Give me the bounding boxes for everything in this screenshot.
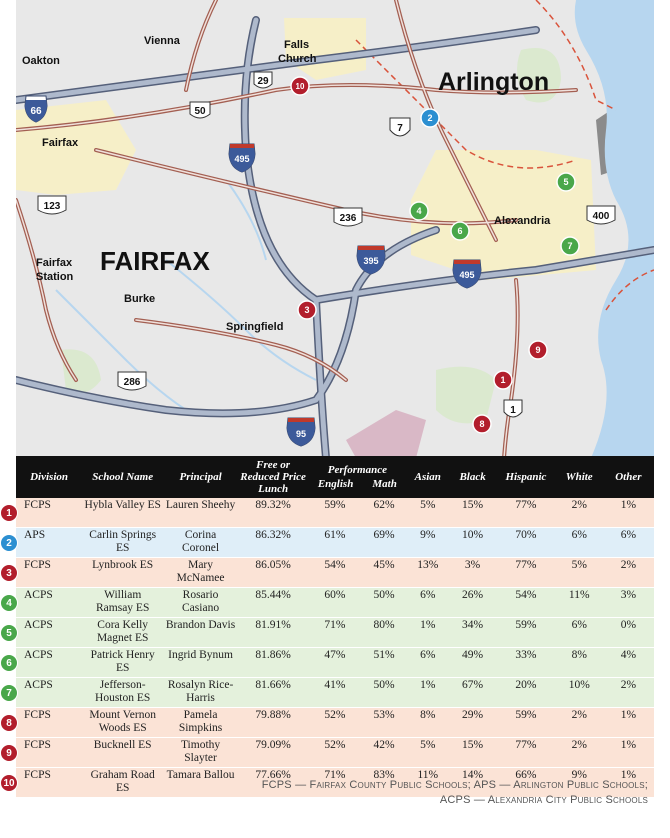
cell-principal: Timothy Slayter — [163, 738, 238, 768]
row-number-badge: 5 — [0, 624, 18, 642]
cell-black: 14% — [449, 768, 496, 798]
school-marker-6[interactable] — [451, 222, 469, 240]
cell-math: 42% — [362, 738, 407, 768]
route-1-label: 1 — [510, 405, 516, 416]
cell-english: 60% — [308, 588, 361, 618]
cell-asian: 1% — [406, 678, 449, 708]
cell-english: 61% — [308, 528, 361, 558]
cell-school: William Ramsay ES — [82, 588, 163, 618]
svg-text:1: 1 — [500, 375, 506, 385]
cell-black: 15% — [449, 738, 496, 768]
route-495-south-label: 495 — [459, 270, 475, 280]
cell-white: 5% — [556, 558, 603, 588]
cell-math: 45% — [362, 558, 407, 588]
table-row — [16, 528, 654, 558]
header-other: Other — [603, 456, 654, 498]
route-7-shield — [390, 118, 410, 136]
route-495-north-label: 495 — [234, 154, 250, 164]
route-7-label: 7 — [397, 123, 403, 134]
header-school-name: School Name — [82, 456, 163, 498]
cell-lunch: 86.32% — [238, 528, 308, 558]
header-division: Division — [16, 456, 82, 498]
school-marker-7[interactable] — [561, 237, 579, 255]
cell-principal: Lauren Sheehy — [163, 498, 238, 528]
header-asian: Asian — [406, 456, 449, 498]
header-math: Math — [372, 478, 397, 490]
route-400-shield — [587, 206, 615, 224]
cell-asian: 11% — [406, 768, 449, 798]
cell-black: 26% — [449, 588, 496, 618]
route-236-label: 236 — [339, 213, 357, 224]
place-alexandria: Alexandria — [494, 215, 551, 227]
row-number-badge: 10 — [0, 774, 18, 792]
cell-principal: Brandon Davis — [163, 618, 238, 648]
cell-lunch: 85.44% — [238, 588, 308, 618]
cell-lunch: 81.86% — [238, 648, 308, 678]
cell-principal: Rosario Casiano — [163, 588, 238, 618]
cell-other: 0% — [603, 618, 654, 648]
cell-white: 10% — [556, 678, 603, 708]
route-66-label: 66 — [30, 106, 42, 117]
cell-asian: 5% — [406, 738, 449, 768]
cell-english: 41% — [308, 678, 361, 708]
cell-asian: 5% — [406, 498, 449, 528]
cell-asian: 9% — [406, 528, 449, 558]
place-fairfax-county: FAIRFAX — [100, 246, 210, 276]
row-number-badge: 1 — [0, 504, 18, 522]
cell-hispanic: 66% — [496, 768, 556, 798]
cell-math: 50% — [362, 678, 407, 708]
cell-lunch: 81.91% — [238, 618, 308, 648]
cell-school: Lynbrook ES — [82, 558, 163, 588]
cell-school: Carlin Springs ES — [82, 528, 163, 558]
route-50-shield — [190, 102, 210, 118]
cell-school: Hybla Valley ES — [82, 498, 163, 528]
cell-english: 52% — [308, 708, 361, 738]
division-label: ACPS — [24, 619, 53, 631]
division-label: ACPS — [24, 649, 53, 661]
place-springfield: Springfield — [226, 321, 284, 333]
route-395-label: 395 — [363, 256, 379, 266]
cell-school: Patrick Henry ES — [82, 648, 163, 678]
table-row — [16, 648, 654, 678]
place-oakton: Oakton — [22, 55, 60, 67]
cell-hispanic: 59% — [496, 708, 556, 738]
cell-math: 62% — [362, 498, 407, 528]
cell-lunch: 89.32% — [238, 498, 308, 528]
cell-other: 3% — [603, 588, 654, 618]
place-vienna: Vienna — [144, 35, 180, 47]
division-label: ACPS — [24, 589, 53, 601]
route-29-shield — [254, 72, 272, 88]
school-marker-1[interactable] — [494, 371, 512, 389]
cell-asian: 6% — [406, 648, 449, 678]
schools-table-container — [3, 456, 654, 798]
cell-hispanic: 77% — [496, 558, 556, 588]
table-header-row — [16, 456, 654, 498]
cell-other: 1% — [603, 498, 654, 528]
header-hispanic: Hispanic — [496, 456, 556, 498]
svg-text:7: 7 — [567, 241, 573, 251]
cell-english: 71% — [308, 618, 361, 648]
route-236-shield — [334, 208, 362, 226]
svg-text:6: 6 — [457, 226, 463, 236]
cell-hispanic: 70% — [496, 528, 556, 558]
area-map — [16, 0, 654, 458]
route-29-label: 29 — [257, 76, 269, 87]
cell-white: 8% — [556, 648, 603, 678]
cell-math: 51% — [362, 648, 407, 678]
cell-math: 53% — [362, 708, 407, 738]
cell-white: 2% — [556, 738, 603, 768]
cell-other: 2% — [603, 558, 654, 588]
school-marker-2[interactable] — [421, 109, 439, 127]
division-label: FCPS — [24, 559, 51, 571]
division-label: FCPS — [24, 739, 51, 751]
cell-asian: 6% — [406, 588, 449, 618]
cell-white: 6% — [556, 528, 603, 558]
row-number-badge: 3 — [0, 564, 18, 582]
cell-division — [6, 738, 82, 768]
legend-line-1: FCPS — Fairfax County Public Schools; APS — Arlington Public Schools; — [261, 779, 648, 791]
route-95-label: 95 — [295, 429, 307, 439]
cell-asian: 1% — [406, 618, 449, 648]
cell-english: 52% — [308, 738, 361, 768]
header-lunch: Free or Reduced Price Lunch — [238, 456, 308, 498]
schools-table — [3, 456, 654, 798]
cell-english: 71% — [308, 768, 361, 798]
row-number-badge: 8 — [0, 714, 18, 732]
cell-principal: Pamela Simpkins — [163, 708, 238, 738]
route-50-label: 50 — [194, 106, 206, 117]
cell-division — [3, 768, 82, 798]
cell-other: 4% — [603, 648, 654, 678]
svg-text:8: 8 — [479, 419, 485, 429]
cell-other: 1% — [603, 738, 654, 768]
cell-hispanic: 77% — [496, 738, 556, 768]
table-row — [16, 618, 654, 648]
place-fairfax-station-2: Station — [36, 271, 74, 283]
cell-white: 2% — [556, 498, 603, 528]
place-falls-church-2: Church — [278, 53, 317, 65]
cell-math: 80% — [362, 618, 407, 648]
place-arlington: Arlington — [438, 68, 550, 96]
svg-text:4: 4 — [416, 206, 422, 216]
cell-english: 59% — [308, 498, 361, 528]
header-white: White — [556, 456, 603, 498]
table-row — [16, 708, 654, 738]
cell-other: 6% — [603, 528, 654, 558]
table-row — [16, 588, 654, 618]
cell-math: 50% — [362, 588, 407, 618]
cell-lunch: 77.66% — [238, 768, 308, 798]
cell-division — [6, 648, 82, 678]
cell-english: 47% — [308, 648, 361, 678]
cell-black: 10% — [449, 528, 496, 558]
cell-principal: Corina Coronel — [163, 528, 238, 558]
cell-black: 29% — [449, 708, 496, 738]
route-286-shield — [118, 372, 146, 390]
cell-other: 1% — [603, 708, 654, 738]
cell-lunch: 86.05% — [238, 558, 308, 588]
cell-asian: 13% — [406, 558, 449, 588]
header-performance-label: Performance — [327, 464, 387, 476]
cell-black: 49% — [449, 648, 496, 678]
cell-other: 1% — [603, 768, 654, 798]
header-principal: Principal — [163, 456, 238, 498]
cell-hispanic: 54% — [496, 588, 556, 618]
cell-division — [6, 678, 82, 708]
cell-school: Graham Road ES — [82, 768, 163, 798]
header-performance — [308, 456, 406, 498]
cell-school: Jefferson-Houston ES — [82, 678, 163, 708]
cell-lunch: 79.88% — [238, 708, 308, 738]
cell-white: 6% — [556, 618, 603, 648]
school-marker-9[interactable] — [529, 341, 547, 359]
row-number-badge: 2 — [0, 534, 18, 552]
school-marker-4[interactable] — [410, 202, 428, 220]
cell-lunch: 79.09% — [238, 738, 308, 768]
svg-text:5: 5 — [563, 177, 569, 187]
cell-division — [6, 708, 82, 738]
cell-white: 9% — [556, 768, 603, 798]
division-label: FCPS — [24, 709, 51, 721]
cell-black: 67% — [449, 678, 496, 708]
cell-black: 15% — [449, 498, 496, 528]
row-number-badge: 9 — [0, 744, 18, 762]
table-row — [16, 498, 654, 528]
header-black: Black — [449, 456, 496, 498]
cell-hispanic: 59% — [496, 618, 556, 648]
cell-principal: Ingrid Bynum — [163, 648, 238, 678]
row-number-badge: 6 — [0, 654, 18, 672]
cell-school: Bucknell ES — [82, 738, 163, 768]
header-english: English — [317, 478, 354, 490]
table-row — [16, 558, 654, 588]
svg-text:3: 3 — [304, 305, 310, 315]
cell-english: 54% — [308, 558, 361, 588]
cell-school: Cora Kelly Magnet ES — [82, 618, 163, 648]
division-label: FCPS — [24, 769, 51, 781]
place-burke: Burke — [124, 293, 156, 305]
cell-math: 83% — [362, 768, 407, 798]
place-falls-church-1: Falls — [284, 39, 310, 51]
division-label: FCPS — [24, 499, 51, 511]
cell-black: 34% — [449, 618, 496, 648]
place-fairfax-station: Fairfax — [36, 257, 73, 269]
cell-principal: Mary McNamee — [163, 558, 238, 588]
svg-text:2: 2 — [427, 113, 433, 123]
division-label: APS — [24, 529, 46, 541]
cell-principal: Rosalyn Rice-Harris — [163, 678, 238, 708]
cell-math: 69% — [362, 528, 407, 558]
table-row — [16, 738, 654, 768]
school-marker-3[interactable] — [298, 301, 316, 319]
cell-division — [6, 528, 82, 558]
cell-white: 11% — [556, 588, 603, 618]
school-marker-10[interactable] — [291, 77, 309, 95]
cell-division — [6, 588, 82, 618]
route-286-label: 286 — [123, 377, 141, 388]
row-number-badge: 7 — [0, 684, 18, 702]
legend — [88, 778, 648, 808]
cell-principal: Tamara Ballou — [163, 768, 238, 798]
cell-hispanic: 77% — [496, 498, 556, 528]
cell-school: Mount Vernon Woods ES — [82, 708, 163, 738]
cell-other: 2% — [603, 678, 654, 708]
svg-text:9: 9 — [535, 345, 541, 355]
cell-hispanic: 33% — [496, 648, 556, 678]
legend-line-2: ACPS — Alexandria City Public Schools — [439, 794, 648, 806]
division-label: ACPS — [24, 679, 53, 691]
svg-text:10: 10 — [295, 82, 305, 91]
school-marker-5[interactable] — [557, 173, 575, 191]
place-fairfax-city: Fairfax — [42, 137, 79, 149]
table-row — [16, 678, 654, 708]
cell-division — [6, 558, 82, 588]
route-123-label: 123 — [43, 201, 61, 212]
cell-white: 2% — [556, 708, 603, 738]
route-400-label: 400 — [592, 211, 610, 222]
cell-hispanic: 20% — [496, 678, 556, 708]
cell-division — [6, 618, 82, 648]
cell-black: 3% — [449, 558, 496, 588]
route-1-shield — [504, 400, 522, 417]
route-123-shield — [38, 196, 66, 214]
cell-division — [6, 498, 82, 528]
school-marker-8[interactable] — [473, 415, 491, 433]
cell-lunch: 81.66% — [238, 678, 308, 708]
cell-asian: 8% — [406, 708, 449, 738]
table-body — [3, 498, 654, 798]
row-number-badge: 4 — [0, 594, 18, 612]
